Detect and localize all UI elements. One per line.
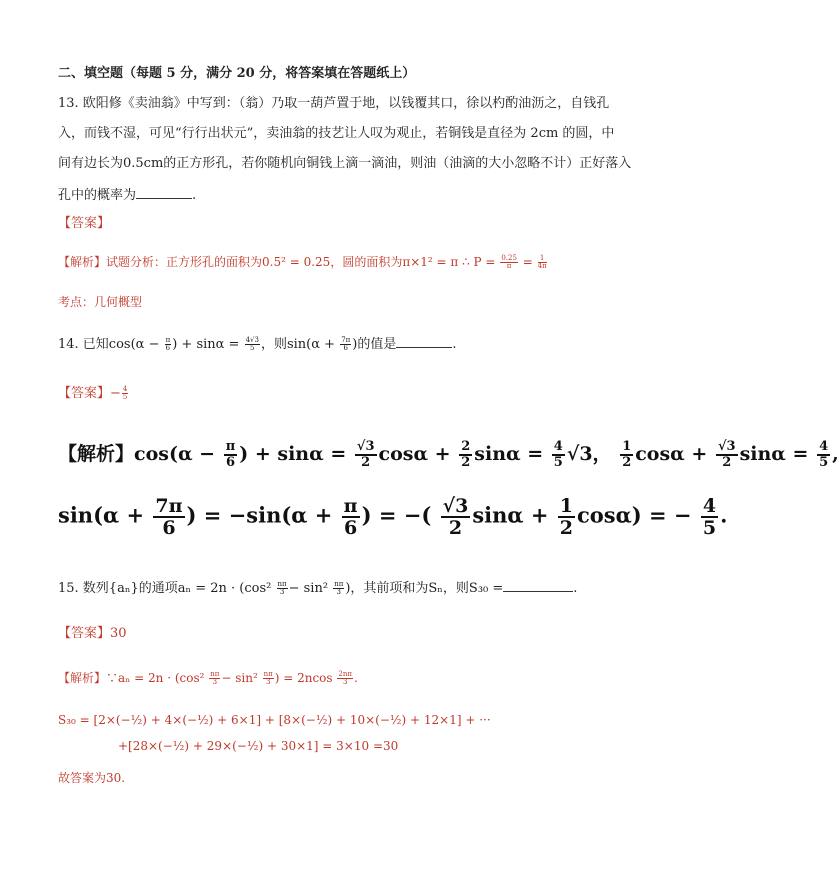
analysis-text: 试题分析：正方形孔的面积为0.5² = 0.25，圆的面积为π×1² = π ∴ P = (106, 255, 496, 269)
answer-blank (396, 336, 452, 348)
q15-answer (58, 626, 127, 642)
q13-analysis: 【解析】试题分析：正方形孔的面积为0.5² = 0.25，圆的面积为π×1² = π ∴ P = $\frac{0.25}{\pi}$ = $\frac{1}{4\pi}$ (58, 254, 547, 270)
answer-blank (136, 187, 192, 199)
result-fraction: $\frac{1}{4\pi}$ (537, 254, 547, 270)
analysis-label: 【解析】 (58, 255, 107, 269)
question-13-line-1: 13. 欧阳修《卖油翁》中写到：（翁）乃取一葫芦置于地，以钱覆其口，徐以杓酌油沥之，自钱孔 (58, 96, 610, 111)
q14-analysis-line-2: sin(α + $\frac{7\pi}{6}$ ) = −sin(α + $\frac{\pi}{6}$ ) = −( $\frac{√3}{2}$ sinα + $\frac{1}{2}$ cosα) = − $\frac{4}{5}$ . (58, 495, 728, 539)
question-14: 14. 已知cos(α − $\frac{\pi}{6}$ ) + sinα = $\frac{4√3}{5}$ ，则sin(α + $\frac{7\pi}{6}$ )的值是 . (58, 336, 457, 352)
q14-analysis-line-1: 【解析】cos(α − $\frac{\pi}{6}$ ) + sinα = $\frac{√3}{2}$ cosα + $\frac{2}{2}$ sinα = $\frac{4}{5}$ √3， $\frac{1}{2}$ cosα + $\frac{√3}{2}$ sinα = $\frac{4}{5}$ , (58, 439, 839, 470)
q15-analysis: 【解析】∵aₙ = 2n · (cos² $\frac{n\pi}{3}$ − sin² $\frac{n\pi}{3}$ ) = 2ncos $\frac{2n\pi}{3}$ . (58, 670, 358, 686)
question-15: 15. 数列{aₙ}的通项aₙ = 2n · (cos² $\frac{n\pi}{3}$ − sin² $\frac{n\pi}{3}$ )，其前项和为Sₙ，则S₃₀ = . (58, 580, 578, 596)
question-13-line-2: 入，而钱不湿，可见“行行出状元”，卖油翁的技艺让人叹为观止，若铜钱是直径为 2cm 的圆，中 (58, 126, 615, 141)
analysis-label: 【解析】 (58, 671, 107, 685)
question-13-line-4: 孔中的概率为 . (58, 188, 197, 203)
q13-answer-label: 【答案】 (58, 216, 111, 231)
answer-label: 【答案】 (58, 386, 111, 401)
answer-label: 【答案】 (58, 626, 111, 641)
q13-kaodian: 考点：几何概型 (58, 295, 143, 309)
question-13-line-3: 间有边长为0.5cm的正方形孔，若你随机向铜钱上滴一滴油，则油（油滴的大小忽略不计）正好落入 (58, 156, 632, 171)
answer-value: 30 (110, 626, 127, 641)
probability-fraction: $\frac{0.25}{\pi}$ (501, 254, 517, 270)
section-header: 二、填空题（每题 5 分，满分 20 分，将答案填在答题纸上） (58, 66, 416, 81)
q15-s30-line-2: +[28×(−½) + 29×(−½) + 30×1] = 3×10 =30 (118, 739, 399, 753)
q15-final: 故答案为30. (58, 771, 126, 785)
question-13-stem-end: 孔中的概率为 (58, 188, 137, 203)
answer-blank (503, 580, 573, 592)
q15-s30-line-1: S₃₀ = [2×(−½) + 4×(−½) + 6×1] + [8×(−½) + 10×(−½) + 12×1] + ··· (58, 713, 491, 727)
q14-answer: 【答案】− $\frac{4}{5}$ (58, 385, 128, 401)
